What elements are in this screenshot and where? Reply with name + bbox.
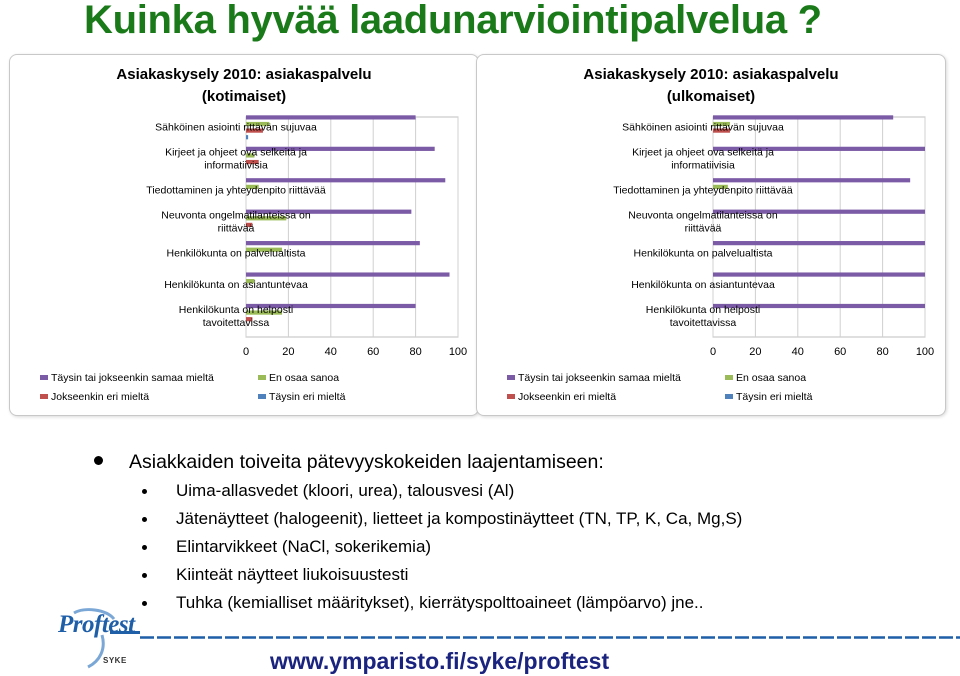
bullet-item-text: Elintarvikkeet (NaCl, sokerikemia) [176, 537, 432, 556]
chart-title: (ulkomaiset) [666, 88, 756, 105]
chart-domestic [10, 55, 478, 415]
bullet-item [92, 477, 952, 505]
category-label: Henkilökunta on palvelualtista [633, 247, 773, 260]
legend-swatch [507, 375, 515, 380]
x-tick-label: 0 [709, 346, 717, 358]
bullet-item [92, 561, 952, 589]
category-label: Neuvonta ongelmatilanteissa on [628, 209, 778, 222]
legend-swatch [40, 375, 48, 380]
bar [713, 272, 925, 276]
category-label: Henkilökunta on palvelualtista [166, 247, 306, 260]
chart-panel-domestic [9, 54, 479, 416]
category-label: Henkilökunta on asiantuntevaa [164, 278, 308, 291]
category-label: informatiivisia [671, 159, 735, 172]
legend-label: Jokseenkin eri mieltä [518, 391, 617, 403]
legend-swatch [258, 375, 266, 380]
chart-title: (kotimaiset) [201, 88, 287, 105]
footer-divider [0, 636, 960, 639]
legend-label: Täysin tai jokseenkin samaa mieltä [518, 372, 681, 384]
legend-swatch [507, 394, 515, 399]
bar [713, 178, 910, 182]
x-tick-label: 80 [409, 346, 422, 358]
legend-label: Täysin tai jokseenkin samaa mieltä [51, 372, 214, 384]
chart-foreign [477, 55, 945, 415]
bar [713, 241, 925, 245]
bullet-item-text: Kiinteät näytteet liukoisuustesti [176, 565, 409, 584]
legend-label: Täysin eri mieltä [736, 391, 813, 403]
bullet-item-text: Uima-allasvedet (kloori, urea), talousvesi (Al) [176, 481, 515, 500]
legend-label: Täysin eri mieltä [269, 391, 346, 403]
bar [246, 178, 445, 182]
category-label: Neuvonta ongelmatilanteissa on [161, 209, 311, 222]
category-label: Kirjeet ja ohjeet ova selkeitä ja [632, 146, 774, 159]
category-label: Kirjeet ja ohjeet ova selkeitä ja [165, 146, 307, 159]
page-title: Kuinka hyvää laadunarviointipalvelua ? [84, 0, 822, 42]
legend-swatch [40, 394, 48, 399]
category-label: Henkilökunta on helposti [178, 303, 294, 316]
category-label: Tiedottaminen ja yhteydenpito riittävää [146, 184, 326, 197]
bullet-dot [94, 456, 103, 465]
x-tick-label: 80 [876, 346, 889, 358]
bullet-main-text: Asiakkaiden toiveita pätevyyskokeiden laajentamiseen: [129, 451, 604, 473]
category-label: tavoitettavissa [202, 316, 270, 329]
bullet-item [92, 505, 952, 533]
bar [246, 115, 416, 119]
chart-title: Asiakaskysely 2010: asiakaspalvelu [583, 66, 839, 83]
legend-label: En osaa sanoa [736, 372, 807, 384]
x-tick-label: 20 [749, 346, 762, 358]
category-label: Henkilökunta on asiantuntevaa [631, 278, 775, 291]
sub-bullet-dot [142, 517, 147, 522]
x-tick-label: 20 [282, 346, 295, 358]
category-label: tavoitettavissa [669, 316, 737, 329]
bullet-item-text: Tuhka (kemialliset määritykset), kierrätyspolttoaineet (lämpöarvo) jne.. [176, 593, 704, 612]
category-label: Sähköinen asiointi rittävän sujuvaa [155, 121, 317, 134]
legend-label: Jokseenkin eri mieltä [51, 391, 150, 403]
bullet-main [92, 447, 952, 477]
sub-bullet-dot [142, 573, 147, 578]
category-label: informatiivisia [204, 159, 268, 172]
x-tick-label: 0 [242, 346, 250, 358]
x-tick-label: 40 [791, 346, 804, 358]
category-label: Sähköinen asiointi rittävän sujuvaa [622, 121, 784, 134]
category-label: riittävää [217, 222, 255, 235]
bullet-item [92, 589, 952, 617]
chart-title: Asiakaskysely 2010: asiakaspalvelu [116, 66, 372, 83]
bullet-item [92, 533, 952, 561]
x-tick-label: 60 [367, 346, 380, 358]
bar [246, 241, 420, 245]
chart-panel-foreign [476, 54, 946, 416]
x-tick-label: 100 [915, 346, 935, 358]
x-tick-label: 40 [324, 346, 337, 358]
bullet-list [92, 447, 952, 617]
legend-swatch [725, 394, 733, 399]
bar [246, 272, 450, 276]
legend-swatch [258, 394, 266, 399]
legend-label: En osaa sanoa [269, 372, 340, 384]
category-label: Tiedottaminen ja yhteydenpito riittävää [613, 184, 793, 197]
bullet-item-text: Jätenäytteet (halogeenit), lietteet ja kompostinäytteet (TN, TP, K, Ca, Mg,S) [176, 509, 743, 528]
sub-bullet-dot [142, 489, 147, 494]
legend-swatch [725, 375, 733, 380]
x-tick-label: 100 [448, 346, 468, 358]
category-label: Henkilökunta on helposti [645, 303, 761, 316]
logo-text: Proftest [58, 611, 135, 638]
logo-sub: SYKE [103, 656, 127, 665]
sub-bullet-dot [142, 545, 147, 550]
x-tick-label: 60 [834, 346, 847, 358]
bar [246, 135, 248, 139]
category-label: riittävää [684, 222, 722, 235]
footer-url-link[interactable]: www.ymparisto.fi/syke/proftest [270, 648, 610, 674]
bar [713, 115, 893, 119]
